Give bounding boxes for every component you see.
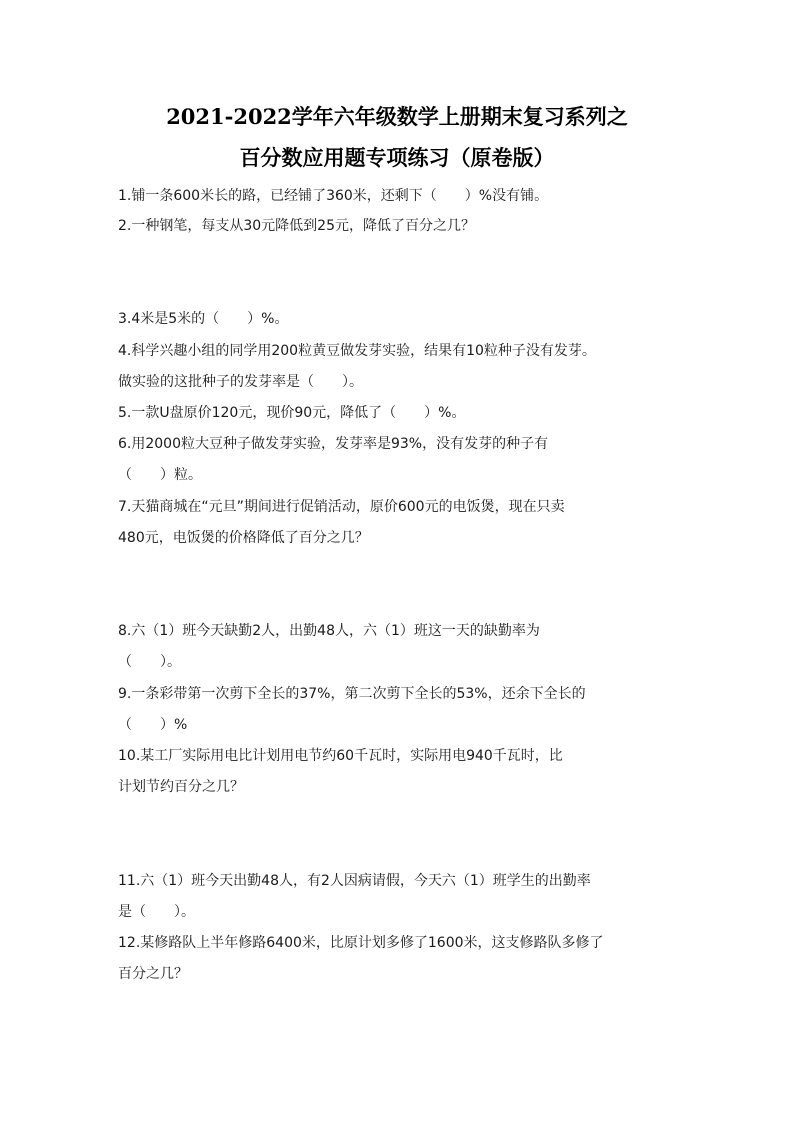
- question-6-continued: （ ）粒。: [118, 467, 202, 483]
- question-10: 10.某工厂实际用电比计划用电节约60千瓦时，实际用电940千瓦时，比: [118, 748, 563, 764]
- question-8-continued: （ ）。: [118, 654, 181, 670]
- question-12: 12.某修路队上半年修路6400米，比原计划多修了1600米，这支修路队多修了: [118, 935, 604, 951]
- question-3: 3.4米是5米的（ ）%。: [118, 311, 289, 327]
- question-12-continued: 百分之几？: [118, 966, 188, 982]
- question-6: 6.用2000粒大豆种子做发芽实验，发芽率是93%，没有发芽的种子有: [118, 436, 549, 452]
- question-1: 1.铺一条600米长的路，已经铺了360米，还剩下（ ）%没有铺。: [118, 188, 549, 204]
- question-4: 4.科学兴趣小组的同学用200粒黄豆做发芽实验，结果有10粒种子没有发芽。: [118, 343, 596, 359]
- title-line-2: 百分数应用题专项练习（原卷版）: [239, 145, 555, 170]
- question-7: 7.天猫商城在“元旦”期间进行促销活动，原价600元的电饭煲，现在只卖: [118, 499, 565, 515]
- question-9: 9.一条彩带第一次剪下全长的37%，第二次剪下全长的53%，还余下全长的: [118, 686, 586, 702]
- question-10-continued: 计划节约百分之几？: [118, 779, 244, 795]
- title-line-1: 2021-2022学年六年级数学上册期末复习系列之: [166, 104, 628, 129]
- question-7-continued: 480元，电饭煲的价格降低了百分之几？: [118, 530, 369, 546]
- question-8: 8.六（1）班今天缺勤2人，出勤48人，六（1）班这一天的缺勤率为: [118, 623, 540, 639]
- question-11-continued: 是（ ）。: [118, 904, 195, 920]
- question-2: 2.一种钢笔，每支从30元降低到25元，降低了百分之几？: [118, 218, 475, 234]
- question-5: 5.一款U盘原价120元，现价90元，降低了（ ）%。: [118, 405, 466, 421]
- question-11: 11.六（1）班今天出勤48人，有2人因病请假，今天六（1）班学生的出勤率: [118, 873, 591, 889]
- question-9-continued: （ ）%: [118, 717, 188, 733]
- question-4-continued: 做实验的这批种子的发芽率是（ ）。: [118, 374, 363, 390]
